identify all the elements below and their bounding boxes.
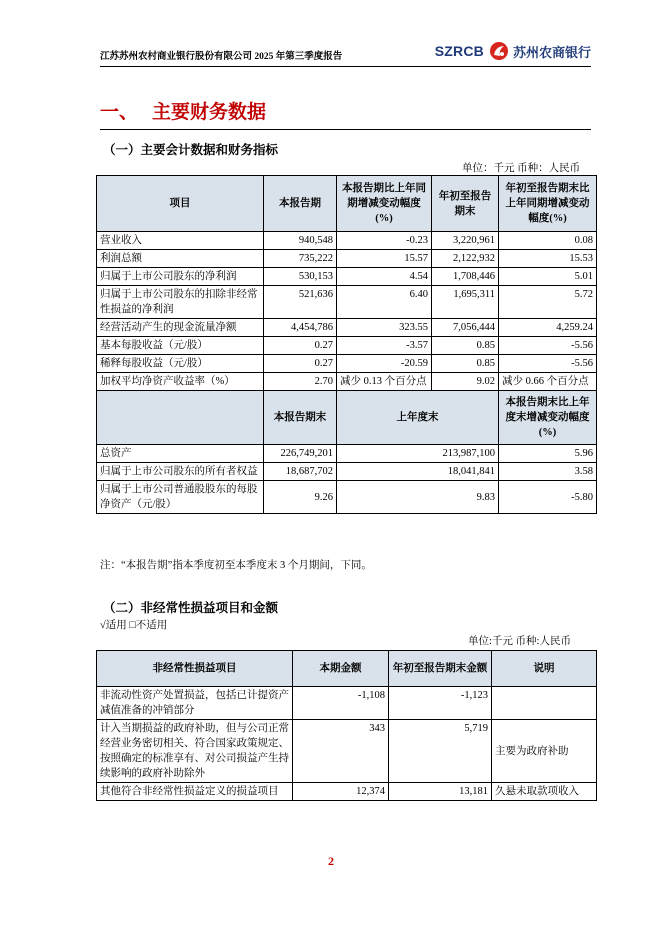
- value-cell: -5.56: [499, 337, 597, 355]
- value-cell: 5.72: [499, 286, 597, 319]
- table-row: [97, 319, 597, 337]
- value-cell: 15.57: [337, 250, 432, 268]
- value-cell: 2,122,932: [432, 250, 499, 268]
- item-cell: 加权平均净资产收益率（%）: [97, 373, 264, 391]
- applicable-checkboxes: √适用 □不适用: [100, 620, 168, 631]
- value-cell: -5.56: [499, 355, 597, 373]
- value-cell: 0.08: [499, 232, 597, 250]
- value-cell: 735,222: [264, 250, 337, 268]
- table-row: [97, 463, 597, 481]
- table-row: [97, 250, 597, 268]
- item-cell: 营业收入: [97, 232, 264, 250]
- header-cell: 年初至报告期末比上年同期增减变动幅度(%): [499, 176, 597, 232]
- value-cell: 940,548: [264, 232, 337, 250]
- value-cell: 12,374: [293, 783, 389, 801]
- value-cell: -5.80: [499, 481, 597, 514]
- value-cell: -20.59: [337, 355, 432, 373]
- report-title: 江苏苏州农村商业银行股份有限公司 2025 年第三季度报告: [100, 52, 343, 62]
- table-row: [97, 337, 597, 355]
- bank-logo: [435, 41, 591, 61]
- value-cell: 0.85: [432, 355, 499, 373]
- value-cell: 5.96: [499, 445, 597, 463]
- header-cell: 项目: [97, 176, 264, 232]
- note-cell: 久悬未取款项收入: [492, 783, 597, 801]
- section-number: 一、: [100, 101, 139, 123]
- header-cell: 本报告期比上年同期增减变动幅度(%): [337, 176, 432, 232]
- table-row: [97, 783, 597, 801]
- logo-english: SZRCB: [434, 43, 484, 59]
- header-cell-empty: [97, 391, 264, 445]
- table-row: [97, 445, 597, 463]
- value-cell: 0.27: [264, 337, 337, 355]
- table-row: [97, 268, 597, 286]
- value-cell: 4.54: [337, 268, 432, 286]
- value-cell: 减少 0.13 个百分点: [337, 373, 432, 391]
- value-cell: 13,181: [389, 783, 492, 801]
- value-cell: 2.70: [264, 373, 337, 391]
- item-cell: 基本每股收益（元/股）: [97, 337, 264, 355]
- value-cell: -1,123: [389, 687, 492, 720]
- value-cell: 3.58: [499, 463, 597, 481]
- table-header-row: [97, 176, 597, 232]
- header-cell: 本期金额: [293, 651, 389, 687]
- header-cell: 年初至报告期末金额: [389, 651, 492, 687]
- table-row: [97, 481, 597, 514]
- header-cell: 非经常性损益项目: [97, 651, 293, 687]
- item-cell: 经营活动产生的现金流量净额: [97, 319, 264, 337]
- value-cell: -1,108: [293, 687, 389, 720]
- header-cell: 本报告期末: [264, 391, 337, 445]
- table-row: [97, 286, 597, 319]
- header-cell: 说明: [492, 651, 597, 687]
- value-cell: 9.26: [264, 481, 337, 514]
- section-title: 主要财务数据: [152, 101, 267, 123]
- table-header-row: [97, 651, 597, 687]
- note-cell: 主要为政府补助: [492, 720, 597, 783]
- bank-logo-icon: [489, 41, 509, 61]
- value-cell: 5,719: [389, 720, 492, 783]
- value-cell: 0.85: [432, 337, 499, 355]
- value-cell: -0.23: [337, 232, 432, 250]
- item-cell: 非流动性资产处置损益，包括已计提资产减值准备的冲销部分: [97, 687, 293, 720]
- value-cell: 5.01: [499, 268, 597, 286]
- subsection-1-title: （一）主要会计数据和财务指标: [103, 142, 279, 157]
- item-cell: 计入当期损益的政府补助，但与公司正常经营业务密切相关、符合国家政策规定、按照确定的标准享有、对公司损益产生持续影响的政府补助除外: [97, 720, 293, 783]
- value-cell: 4,454,786: [264, 319, 337, 337]
- table-note: 注：“本报告期”指本季度初至本季度末 3 个月期间，下同。: [100, 560, 372, 571]
- value-cell: 1,695,311: [432, 286, 499, 319]
- value-cell: 213,987,100: [337, 445, 499, 463]
- subsection-2-title: （二）非经常性损益项目和金额: [103, 600, 279, 615]
- table-row: [97, 687, 597, 720]
- item-cell: 归属于上市公司股东的所有者权益: [97, 463, 264, 481]
- value-cell: 9.02: [432, 373, 499, 391]
- value-cell: 7,056,444: [432, 319, 499, 337]
- value-cell: 343: [293, 720, 389, 783]
- header-cell: 年初至报告期末: [432, 176, 499, 232]
- value-cell: 9.83: [337, 481, 499, 514]
- section-heading: [100, 97, 591, 130]
- table-row: [97, 355, 597, 373]
- value-cell: 15.53: [499, 250, 597, 268]
- header-cell: 上年度末: [337, 391, 499, 445]
- value-cell: 521,636: [264, 286, 337, 319]
- value-cell: 4,259.24: [499, 319, 597, 337]
- table-row: [97, 720, 597, 783]
- financial-indicators-table: [96, 175, 597, 514]
- table-row: [97, 232, 597, 250]
- table-subheader-row: [97, 391, 597, 445]
- logo-chinese: 苏州农商银行: [512, 45, 591, 61]
- item-cell: 其他符合非经常性损益定义的损益项目: [97, 783, 293, 801]
- subsection-1-unit: 单位：千元 币种：人民币: [462, 163, 581, 174]
- table-row: [97, 373, 597, 391]
- value-cell: 6.40: [337, 286, 432, 319]
- value-cell: -3.57: [337, 337, 432, 355]
- page-number: 2: [328, 854, 334, 868]
- value-cell: 226,749,201: [264, 445, 337, 463]
- item-cell: 稀释每股收益（元/股）: [97, 355, 264, 373]
- item-cell: 归属于上市公司股东的扣除非经常性损益的净利润: [97, 286, 264, 319]
- value-cell: 0.27: [264, 355, 337, 373]
- item-cell: 归属于上市公司股东的净利润: [97, 268, 264, 286]
- item-cell: 利润总额: [97, 250, 264, 268]
- value-cell: 323.55: [337, 319, 432, 337]
- header-cell: 本报告期: [264, 176, 337, 232]
- value-cell: 530,153: [264, 268, 337, 286]
- subsection-2-unit: 单位:千元 币种:人民币: [468, 636, 571, 647]
- header-cell: 本报告期末比上年度末增减变动幅度(%): [499, 391, 597, 445]
- value-cell: 18,687,702: [264, 463, 337, 481]
- item-cell: 总资产: [97, 445, 264, 463]
- page-header: [100, 38, 591, 67]
- item-cell: 归属于上市公司普通股股东的每股净资产（元/股）: [97, 481, 264, 514]
- value-cell: 3,220,961: [432, 232, 499, 250]
- non-recurring-items-table: [96, 650, 597, 801]
- value-cell: 18,041,841: [337, 463, 499, 481]
- value-cell: 1,708,446: [432, 268, 499, 286]
- note-cell: [492, 687, 597, 720]
- value-cell: 减少 0.66 个百分点: [499, 373, 597, 391]
